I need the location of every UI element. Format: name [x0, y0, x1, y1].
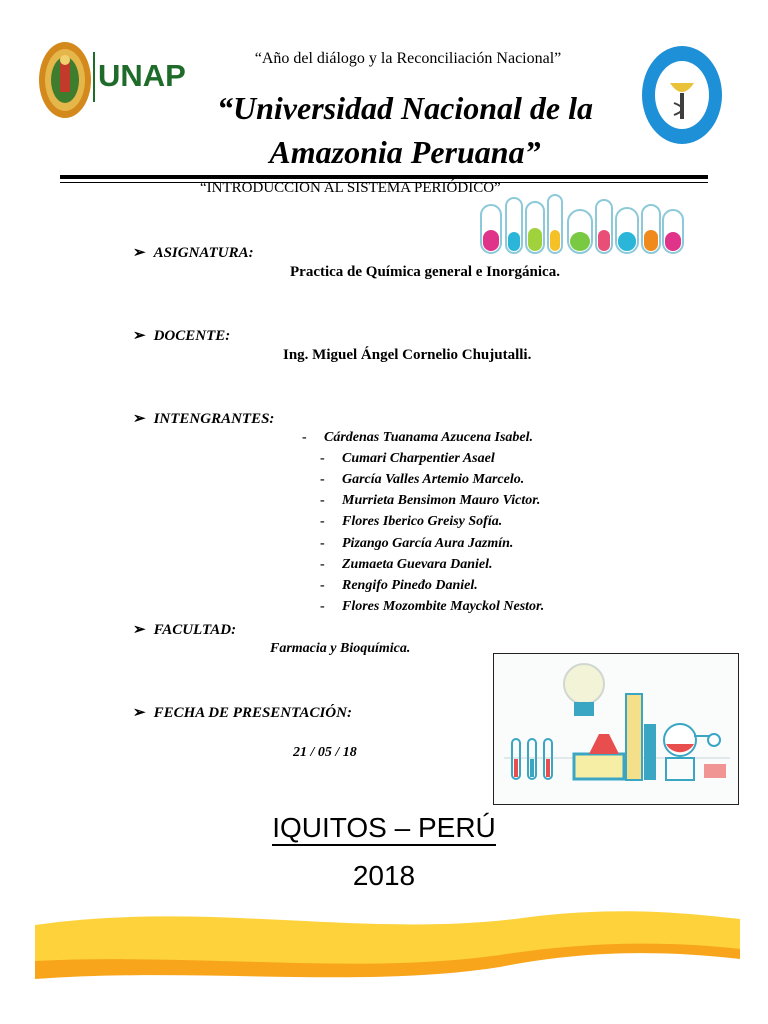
presentation-year: 2018	[352, 860, 416, 891]
member-item: - Flores Mozombite Mayckol Nestor.	[320, 599, 545, 614]
university-title-line1: “Universidad Nacional de la	[217, 90, 593, 126]
member-item: - Cumari Charpentier Asael	[320, 451, 495, 466]
national-motto: “Año del diálogo y la Reconciliación Nacional”	[254, 50, 562, 67]
document-subtitle: “INTRODUCCION AL SISTEMA PERIÓDICO”	[200, 180, 501, 196]
member-item: - Pizango García Aura Jazmín.	[320, 536, 514, 551]
arrow-bullet-icon: ➢	[133, 622, 146, 638]
member-item: - Rengifo Pineđo Daniel.	[320, 578, 478, 593]
test-tubes-illustration	[473, 180, 688, 260]
facultad-value: Farmacia y Bioquímica.	[270, 641, 411, 656]
arrow-bullet-icon: ➢	[133, 245, 146, 261]
dash-bullet: -	[320, 514, 325, 529]
asignatura-label: ➢ ASIGNATURA:	[133, 245, 254, 261]
dash-bullet: -	[320, 557, 325, 572]
dash-bullet: -	[320, 493, 325, 508]
docente-label: ➢ DOCENTE:	[133, 328, 231, 344]
arrow-bullet-icon: ➢	[133, 411, 146, 427]
asignatura-value: Practica de Química general e Inorgánica.	[290, 264, 560, 280]
arrow-bullet-icon: ➢	[133, 328, 146, 344]
member-item: - Flores Iberico Greisy Sofía.	[320, 514, 503, 529]
university-title-line2: Amazonia Peruana”	[269, 134, 541, 170]
dash-bullet: -	[320, 578, 325, 593]
member-item: - Cárdenas Tuanama Azucena Isabel.	[302, 430, 533, 445]
dash-bullet: -	[320, 451, 325, 466]
dash-bullet: -	[320, 599, 325, 614]
dash-bullet: -	[320, 472, 325, 487]
city-country: IQUITOS – PERÚ	[0, 812, 768, 844]
dash-bullet: -	[302, 430, 307, 445]
integrantes-label: ➢ INTENGRANTES:	[133, 411, 275, 427]
lab-equipment-illustration	[493, 653, 739, 805]
member-item: - García Valles Artemio Marcelo.	[320, 472, 525, 487]
unap-logo-text: UNAP	[98, 58, 186, 93]
member-item: - Murrieta Bensimon Mauro Victor.	[320, 493, 541, 508]
docente-value: Ing. Miguel Ángel Cornelio Chujutalli.	[283, 347, 532, 363]
arrow-bullet-icon: ➢	[133, 705, 146, 721]
lab-equipment-drawing	[494, 654, 738, 804]
university-title	[170, 86, 640, 174]
header-rule	[60, 175, 708, 179]
dash-bullet: -	[320, 536, 325, 551]
fecha-label: ➢ FECHA DE PRESENTACIÓN:	[133, 705, 352, 721]
member-item: - Zumaeta Guevara Daniel.	[320, 557, 493, 572]
decorative-wave	[30, 905, 745, 985]
facultad-label: ➢ FACULTAD:	[133, 622, 237, 638]
fecha-value: 21 / 05 / 18	[293, 745, 357, 760]
